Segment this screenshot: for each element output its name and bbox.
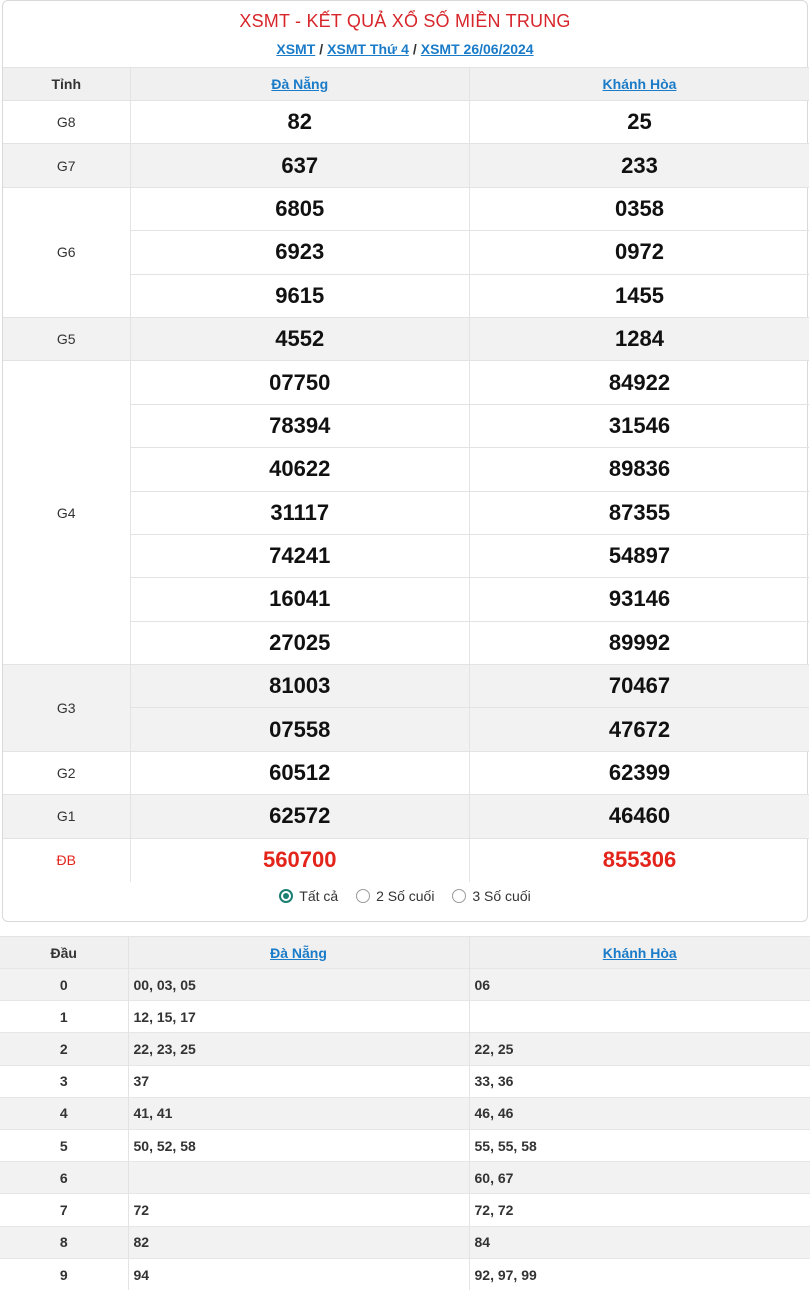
loto-link-da-nang[interactable]: Đà Nẵng [270,944,327,961]
breadcrumb [3,41,807,57]
radio-selected-icon [279,889,293,903]
loto-row [0,1162,810,1194]
results-table [3,67,809,882]
loto-head-digit: 3 [0,1065,128,1097]
prize-number-khanh-hoa: 0972 [470,231,810,274]
loto-header-da-nang [128,937,469,969]
loto-row [0,1194,810,1226]
loto-row [0,1033,810,1065]
prize-row [3,101,809,144]
prize-number-da-nang: 6805 [130,187,470,230]
prize-label: G6 [3,187,130,317]
breadcrumb-separator: / [319,41,324,57]
prize-number-khanh-hoa: 89992 [470,621,810,664]
prize-row [3,795,809,838]
breadcrumb-separator: / [412,41,417,57]
loto-values-khanh-hoa: 46, 46 [469,1097,810,1129]
loto-head-digit: 5 [0,1129,128,1161]
loto-values-da-nang: 22, 23, 25 [128,1033,469,1065]
prize-label: G4 [3,361,130,665]
filter-last3-radio[interactable] [452,888,530,904]
prize-label: G5 [3,317,130,360]
filter-all-label: Tất cả [299,888,339,904]
loto-head-digit: 0 [0,969,128,1001]
prize-number-khanh-hoa: 46460 [470,795,810,838]
prize-label: G2 [3,751,130,794]
loto-values-khanh-hoa: 22, 25 [469,1033,810,1065]
loto-values-khanh-hoa [469,1001,810,1033]
prize-row [3,317,809,360]
loto-row [0,1129,810,1161]
prize-row [3,751,809,794]
prize-number-khanh-hoa: 47672 [470,708,810,751]
prize-label: G8 [3,101,130,144]
prize-row [3,144,809,187]
province-column-label: Tỉnh [3,68,130,101]
prize-number-da-nang: 07558 [130,708,470,751]
prize-number-khanh-hoa: 84922 [470,361,810,404]
prize-number-da-nang: 9615 [130,274,470,317]
loto-values-khanh-hoa: 72, 72 [469,1194,810,1226]
loto-values-da-nang: 82 [128,1226,469,1258]
loto-values-khanh-hoa: 84 [469,1226,810,1258]
prize-number-da-nang: 62572 [130,795,470,838]
prize-row [3,361,809,404]
prize-number-khanh-hoa: 855306 [470,838,810,881]
prize-number-da-nang: 78394 [130,404,470,447]
loto-header-khanh-hoa [469,937,810,969]
loto-values-da-nang: 50, 52, 58 [128,1129,469,1161]
prize-number-khanh-hoa: 89836 [470,448,810,491]
prize-number-da-nang: 07750 [130,361,470,404]
loto-values-khanh-hoa: 33, 36 [469,1065,810,1097]
province-link-da-nang[interactable]: Đà Nẵng [271,76,329,92]
prize-number-da-nang: 4552 [130,317,470,360]
digit-filter [3,888,807,906]
breadcrumb-date[interactable]: XSMT 26/06/2024 [420,41,534,57]
loto-body [0,969,810,1290]
prize-row [3,665,809,708]
prize-number-khanh-hoa: 1284 [470,317,810,360]
prize-label: G1 [3,795,130,838]
loto-row [0,1001,810,1033]
loto-row [0,1258,810,1290]
results-body [3,101,809,882]
prize-number-khanh-hoa: 70467 [470,665,810,708]
prize-label: ĐB [3,838,130,881]
loto-values-khanh-hoa: 60, 67 [469,1162,810,1194]
prize-number-da-nang: 16041 [130,578,470,621]
breadcrumb-weekday[interactable]: XSMT Thứ 4 [327,41,409,57]
loto-row [0,1065,810,1097]
loto-values-da-nang: 41, 41 [128,1097,469,1129]
radio-empty-icon [356,889,370,903]
prize-number-da-nang: 81003 [130,665,470,708]
loto-values-khanh-hoa: 55, 55, 58 [469,1129,810,1161]
prize-label: G3 [3,665,130,752]
loto-row [0,1226,810,1258]
prize-number-da-nang: 31117 [130,491,470,534]
prize-number-khanh-hoa: 31546 [470,404,810,447]
filter-last2-radio[interactable] [356,888,434,904]
filter-all-radio[interactable] [279,888,338,904]
province-link-khanh-hoa[interactable]: Khánh Hòa [602,76,677,92]
results-header-row [3,68,809,101]
prize-number-khanh-hoa: 62399 [470,751,810,794]
prize-number-da-nang: 40622 [130,448,470,491]
prize-number-da-nang: 60512 [130,751,470,794]
filter-last3-label: 3 Số cuối [472,888,531,904]
radio-empty-icon [452,889,466,903]
loto-values-da-nang [128,1162,469,1194]
prize-number-khanh-hoa: 93146 [470,578,810,621]
prize-row [3,838,809,881]
filter-last2-label: 2 Số cuối [376,888,435,904]
loto-head-digit: 7 [0,1194,128,1226]
prize-number-da-nang: 74241 [130,534,470,577]
prize-number-khanh-hoa: 25 [470,101,810,144]
loto-values-da-nang: 94 [128,1258,469,1290]
prize-number-khanh-hoa: 54897 [470,534,810,577]
province-header-da-nang [130,68,470,101]
loto-values-khanh-hoa: 92, 97, 99 [469,1258,810,1290]
loto-values-da-nang: 37 [128,1065,469,1097]
prize-row [3,187,809,230]
loto-head-column-label: Đầu [0,937,128,969]
prize-number-da-nang: 560700 [130,838,470,881]
prize-number-khanh-hoa: 1455 [470,274,810,317]
loto-values-da-nang: 12, 15, 17 [128,1001,469,1033]
loto-head-digit: 8 [0,1226,128,1258]
loto-head-digit: 2 [0,1033,128,1065]
loto-head-digit: 4 [0,1097,128,1129]
breadcrumb-xsmt[interactable]: XSMT [276,41,316,57]
loto-header-row [0,937,810,969]
loto-row [0,1097,810,1129]
loto-values-da-nang: 72 [128,1194,469,1226]
prize-number-khanh-hoa: 0358 [470,187,810,230]
loto-values-khanh-hoa: 06 [469,969,810,1001]
loto-row [0,969,810,1001]
prize-number-da-nang: 82 [130,101,470,144]
loto-head-digit: 9 [0,1258,128,1290]
province-header-khanh-hoa [470,68,810,101]
loto-head-table [0,936,810,1290]
prize-label: G7 [3,144,130,187]
prize-number-khanh-hoa: 87355 [470,491,810,534]
loto-link-khanh-hoa[interactable]: Khánh Hòa [602,944,677,961]
prize-number-khanh-hoa: 233 [470,144,810,187]
loto-head-digit: 6 [0,1162,128,1194]
page-title: XSMT - KẾT QUẢ XỔ SỐ MIỀN TRUNG [239,11,571,31]
prize-number-da-nang: 637 [130,144,470,187]
prize-number-da-nang: 27025 [130,621,470,664]
results-card [2,0,808,922]
loto-values-da-nang: 00, 03, 05 [128,969,469,1001]
prize-number-da-nang: 6923 [130,231,470,274]
loto-head-digit: 1 [0,1001,128,1033]
